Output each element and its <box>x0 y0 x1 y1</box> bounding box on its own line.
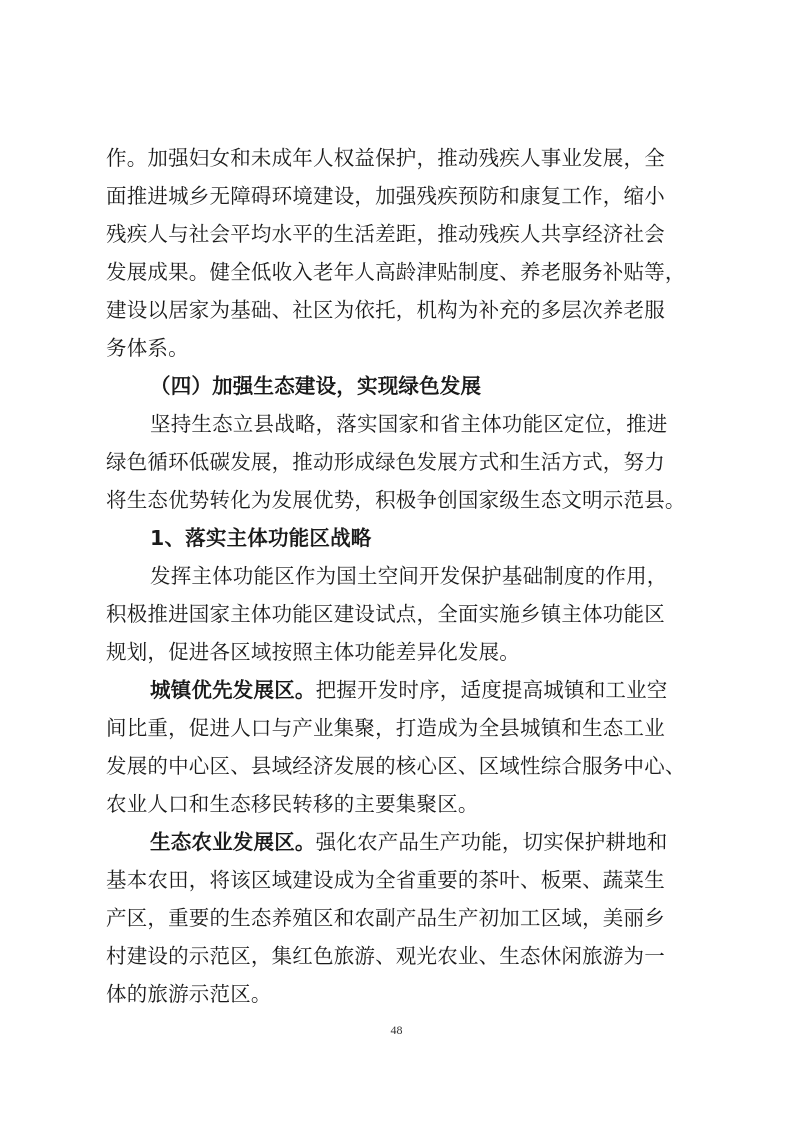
paragraph-social-welfare <box>106 139 688 367</box>
text-line: 建设以居家为基础、社区为依托，机构为补充的多层次养老服 <box>106 298 665 322</box>
text-line: 积极推进国家主体功能区建设试点，全面实施乡镇主体功能区 <box>106 602 665 626</box>
text-line <box>106 671 688 709</box>
text-line: 体的旅游示范区。 <box>106 982 272 1006</box>
paragraph-eco-agriculture-zone <box>106 823 688 1013</box>
text-line: 发展成果。健全低收入老年人高龄津贴制度、养老服务补贴等， <box>106 260 686 284</box>
text-line: 面推进城乡无障碍环境建设，加强残疾预防和康复工作，缩小 <box>106 184 665 208</box>
text-line: 基本农田，将该区域建设成为全省重要的茶叶、板栗、蔬菜生 <box>106 868 665 892</box>
sub-heading: 1、落实主体功能区战略 <box>150 526 372 550</box>
document-body <box>106 139 688 1013</box>
text-line: 务体系。 <box>106 336 189 360</box>
text-run: 把握开发时序，适度提高城镇和工业空 <box>315 678 668 702</box>
text-line: 作。加强妇女和未成年人权益保护，推动残疾人事业发展，全 <box>106 146 665 170</box>
text-line: 间比重，促进人口与产业集聚，打造成为全县城镇和生态工业 <box>106 716 665 740</box>
text-line: 村建设的示范区，集红色旅游、观光农业、生态休闲旅游为一 <box>106 944 665 968</box>
page-number: 48 <box>390 1023 403 1037</box>
paragraph-ecology-strategy <box>106 405 688 519</box>
paragraph-urban-priority-zone <box>106 671 688 823</box>
text-line: 将生态优势转化为发展优势，积极争创国家级生态文明示范县。 <box>106 488 686 512</box>
text-line: 绿色循环低碳发展，推动形成绿色发展方式和生活方式，努力 <box>106 450 665 474</box>
text-line: 发展的中心区、县域经济发展的核心区、区域性综合服务中心、 <box>106 754 686 778</box>
text-line: 坚持生态立县战略，落实国家和省主体功能区定位，推进 <box>150 412 668 436</box>
text-line: 产区，重要的生态养殖区和农副产品生产初加工区域，美丽乡 <box>106 906 665 930</box>
text-line: 残疾人与社会平均水平的生活差距，推动残疾人共享经济社会 <box>106 222 665 246</box>
text-run: 强化农产品生产功能，切实保护耕地和 <box>315 830 668 854</box>
text-line: 发挥主体功能区作为国土空间开发保护基础制度的作用， <box>150 564 668 588</box>
text-line: 农业人口和生态移民转移的主要集聚区。 <box>106 792 479 816</box>
text-line: 规划，促进各区域按照主体功能差异化发展。 <box>106 640 520 664</box>
paragraph-functional-zones <box>106 557 688 671</box>
section-heading: （四）加强生态建设，实现绿色发展 <box>150 374 482 398</box>
lead-term: 生态农业发展区。 <box>150 830 316 854</box>
lead-term: 城镇优先发展区。 <box>150 678 316 702</box>
text-line <box>106 823 688 861</box>
